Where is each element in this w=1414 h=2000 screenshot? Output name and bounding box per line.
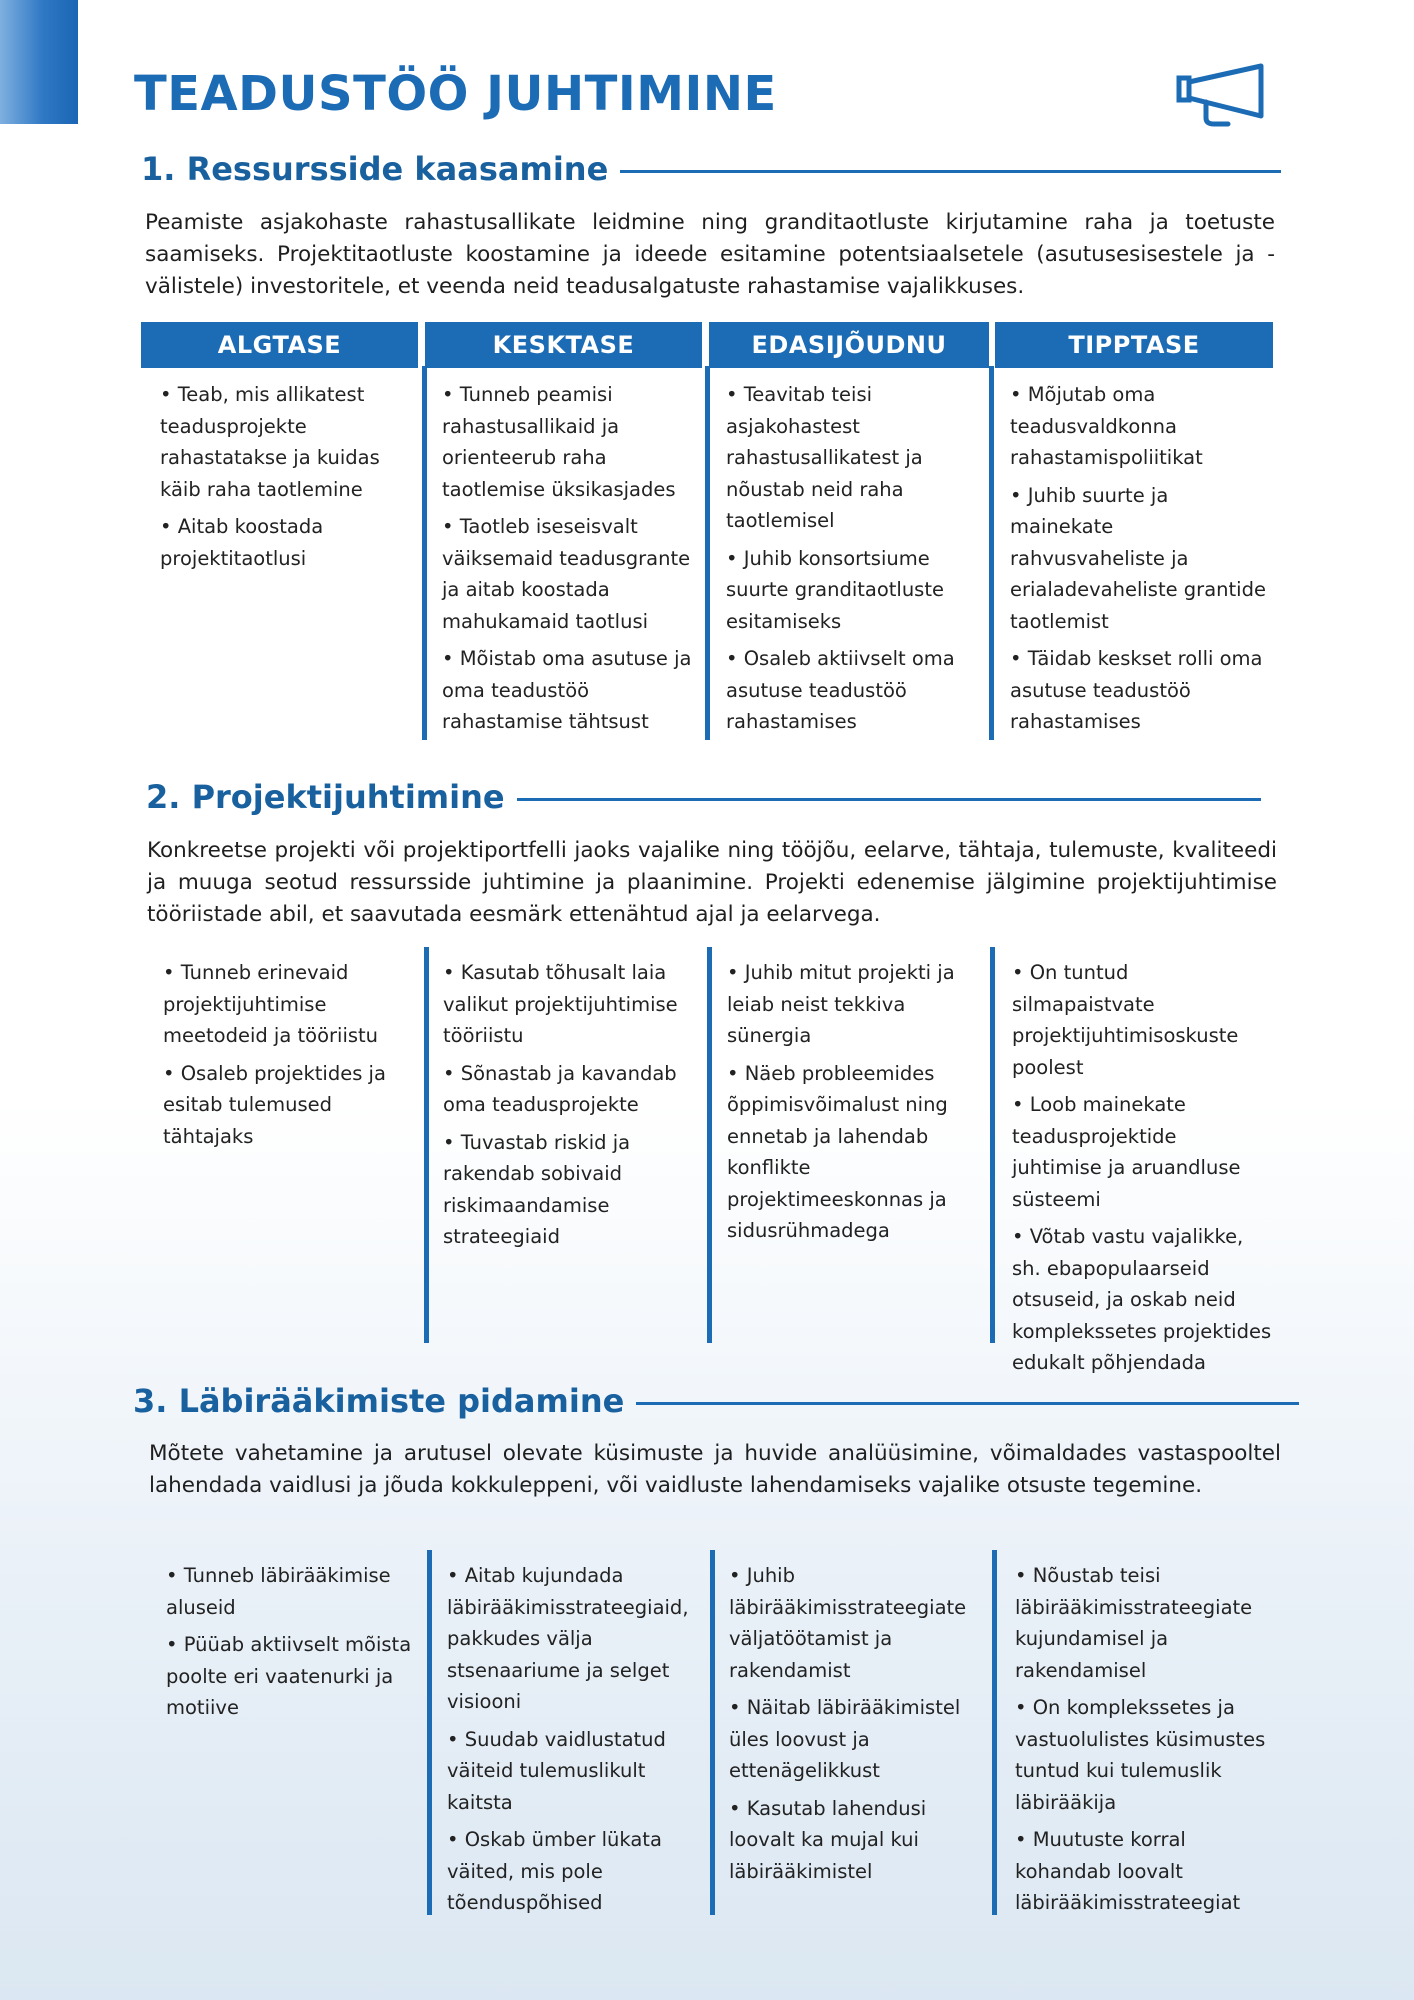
- level-header-kesktase: KESKTASE: [425, 322, 702, 368]
- list-item: • Tunneb läbirääkimise aluseid: [166, 1560, 426, 1623]
- list-item: • Teab, mis allikatest teadusprojekte rahastatakse ja kuidas käib raha taotlemine: [160, 379, 420, 505]
- section-1-rule: [620, 170, 1281, 173]
- section-2-description: Konkreetse projekti või projektiportfelli jaoks vajalike ning tööjõu, eelarve, tähtaja, tulemuste, kvaliteedi ja muuga seotud ressursside juhtimine ja plaanimine. Projekti edenemise jälgimine projektijuhtimise tööriistade abil, et saavutada eesmärk ettenähtud ajal ja eelarvega.: [147, 838, 1277, 927]
- s1-col-tipptase: [1010, 379, 1270, 744]
- list-item: • Mõistab oma asutuse ja oma teadustöö rahastamise tähtsust: [442, 643, 702, 738]
- section-3-description: Mõtete vahetamine ja arutusel olevate küsimuste ja huvide analüüsimine, võimaldades vastaspooltel lahendada vaidlusi ja jõuda kokkuleppeni, või vaidluste lahendamiseks vajalike otsuste tegemine.: [149, 1441, 1281, 1498]
- list-item: • Suudab vaidlustatud väiteid tulemuslikult kaitsta: [447, 1724, 707, 1819]
- list-item: • Aitab koostada projektitaotlusi: [160, 511, 420, 574]
- list-item: • Juhib läbirääkimisstrateegiate väljatöötamist ja rakendamist: [729, 1560, 989, 1686]
- column-divider: [707, 947, 712, 1343]
- list-item: • Näeb probleemides õppimisvõimalust ning ennetab ja lahendab konflikte projektimeeskonnas ja sidusrühmadega: [727, 1058, 987, 1247]
- s1-col-kesktase: [442, 379, 702, 744]
- list-item: • Võtab vastu vajalikke, sh. ebapopulaarseid otsuseid, ja oskab neid komplekssetes projektides edukalt põhjendada: [1012, 1221, 1272, 1379]
- page-title: TEADUSTÖÖ JUHTIMINE: [134, 66, 777, 122]
- s3-col-algtase: [166, 1560, 426, 1730]
- column-divider: [422, 366, 427, 740]
- section-3-title: [133, 1382, 1299, 1420]
- level-header-row: [141, 322, 1273, 368]
- list-item: • On komplekssetes ja vastuolulistes küsimustes tuntud kui tulemuslik läbirääkija: [1015, 1692, 1275, 1818]
- list-item: • Juhib suurte ja mainekate rahvusvaheliste ja erialadevaheliste grantide taotlemist: [1010, 480, 1270, 638]
- list-item: • Tunneb peamisi rahastusallikaid ja orienteerub raha taotlemise üksikasjades: [442, 379, 702, 505]
- section-2-title-text: 2. Projektijuhtimine: [146, 778, 505, 816]
- s3-col-kesktase: [447, 1560, 707, 1925]
- list-item: • Osaleb aktiivselt oma asutuse teadustöö rahastamises: [726, 643, 986, 738]
- list-item: • Juhib mitut projekti ja leiab neist tekkiva sünergia: [727, 957, 987, 1052]
- list-item: • Püüab aktiivselt mõista poolte eri vaatenurki ja motiive: [166, 1629, 426, 1724]
- s3-col-tipptase: [1015, 1560, 1275, 1925]
- section-1-title: [141, 150, 1281, 188]
- level-header-algtase: ALGTASE: [141, 322, 418, 368]
- list-item: • On tuntud silmapaistvate projektijuhtimisoskuste poolest: [1012, 957, 1272, 1083]
- list-item: • Kasutab lahendusi loovalt ka mujal kui läbirääkimistel: [729, 1793, 989, 1888]
- list-item: • Oskab ümber lükata väited, mis pole tõenduspõhised: [447, 1824, 707, 1919]
- list-item: • Teavitab teisi asjakohastest rahastusallikatest ja nõustab neid raha taotlemisel: [726, 379, 986, 537]
- list-item: • Taotleb iseseisvalt väiksemaid teadusgrante ja aitab koostada mahukamaid taotlusi: [442, 511, 702, 637]
- section-3-title-text: 3. Läbirääkimiste pidamine: [133, 1382, 625, 1420]
- list-item: • Aitab kujundada läbirääkimisstrateegiaid, pakkudes välja stsenaariume ja selget visiooni: [447, 1560, 707, 1718]
- list-item: • Muutuste korral kohandab loovalt läbirääkimisstrateegiat: [1015, 1824, 1275, 1919]
- corner-accent-block: [0, 0, 78, 124]
- column-divider: [705, 366, 710, 740]
- list-item: • Juhib konsortsiume suurte granditaotluste esitamiseks: [726, 543, 986, 638]
- level-header-tipptase: TIPPTASE: [995, 322, 1273, 368]
- column-divider: [989, 366, 994, 740]
- list-item: • Osaleb projektides ja esitab tulemused tähtajaks: [163, 1058, 423, 1153]
- list-item: • Kasutab tõhusalt laia valikut projektijuhtimise tööriistu: [443, 957, 703, 1052]
- list-item: • Täidab keskset rolli oma asutuse teadustöö rahastamises: [1010, 643, 1270, 738]
- list-item: • Tunneb erinevaid projektijuhtimise meetodeid ja tööriistu: [163, 957, 423, 1052]
- list-item: • Tuvastab riskid ja rakendab sobivaid riskimaandamise strateegiaid: [443, 1127, 703, 1253]
- column-divider: [990, 947, 995, 1343]
- column-divider: [427, 1550, 432, 1915]
- list-item: • Loob mainekate teadusprojektide juhtimise ja aruandluse süsteemi: [1012, 1089, 1272, 1215]
- section-2-title: [146, 778, 1261, 816]
- section-2-rule: [517, 798, 1261, 801]
- section-3-rule: [636, 1402, 1299, 1405]
- s1-col-algtase: [160, 379, 420, 580]
- column-divider: [992, 1550, 997, 1915]
- s1-col-edasijoudnu: [726, 379, 986, 744]
- list-item: • Sõnastab ja kavandab oma teadusprojekte: [443, 1058, 703, 1121]
- level-header-edasijoudnu: EDASIJÕUDNU: [709, 322, 989, 368]
- list-item: • Nõustab teisi läbirääkimisstrateegiate kujundamisel ja rakendamisel: [1015, 1560, 1275, 1686]
- s2-col-tipptase: [1012, 957, 1272, 1385]
- s2-col-edasijoudnu: [727, 957, 987, 1253]
- list-item: • Mõjutab oma teadusvaldkonna rahastamispoliitikat: [1010, 379, 1270, 474]
- section-1-description: Peamiste asjakohaste rahastusallikate leidmine ning granditaotluste kirjutamine raha ja toetuste saamiseks. Projektitaotluste koostamine ja ideede esitamine potentsiaalsetele (asutusesisestele ja -välistele) investoritele, et veenda neid teadusalgatuste rahastamise vajalikkuses.: [145, 210, 1275, 299]
- s2-col-algtase: [163, 957, 423, 1158]
- column-divider: [424, 947, 429, 1343]
- megaphone-icon: [1176, 62, 1268, 128]
- section-1-title-text: 1. Ressursside kaasamine: [141, 150, 609, 188]
- column-divider: [710, 1550, 715, 1915]
- s3-col-edasijoudnu: [729, 1560, 989, 1893]
- list-item: • Näitab läbirääkimistel üles loovust ja ettenägelikkust: [729, 1692, 989, 1787]
- s2-col-kesktase: [443, 957, 703, 1259]
